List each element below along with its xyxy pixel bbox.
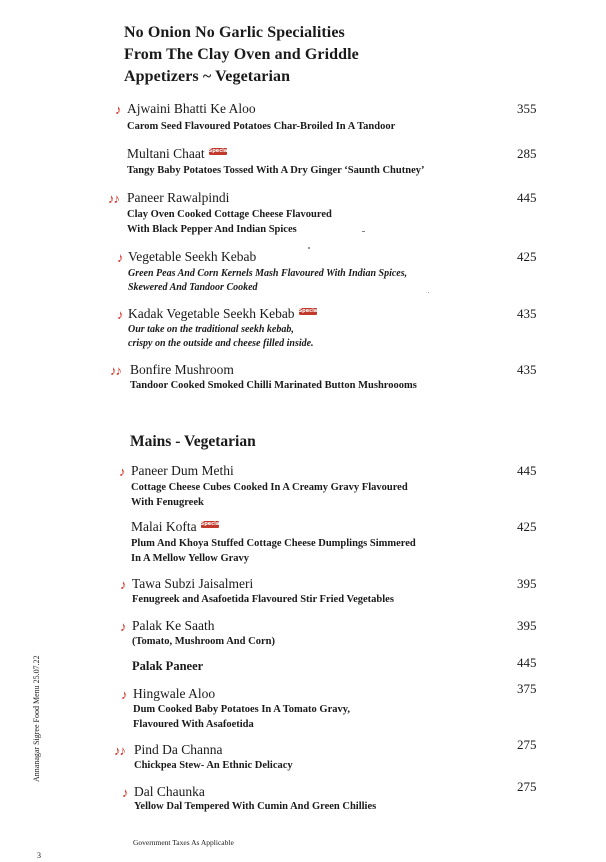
chili-icon: ♪♪ — [110, 363, 121, 378]
special-badge-icon: Special — [200, 521, 221, 527]
item-price: 285 — [517, 146, 537, 161]
item-name: Hingwale Aloo — [133, 686, 216, 701]
item-name: Pind Da Channa — [134, 742, 223, 757]
chili-icon: ♪ — [119, 464, 125, 479]
item-price: 395 — [517, 576, 537, 591]
item-description — [130, 378, 417, 393]
item-price: 445 — [517, 655, 537, 670]
description-line: With Fenugreek — [131, 497, 204, 508]
item-price: 435 — [517, 362, 537, 377]
item-description — [131, 536, 416, 566]
description-line: Tandoor Cooked Smoked Chilli Marinated Button Mushroooms — [130, 380, 417, 391]
item-name: Bonfire Mushroom — [130, 362, 234, 377]
item-name: Malai Kofta — [131, 519, 197, 534]
chili-icon: ♪♪ — [114, 743, 125, 758]
chili-icon: ♪ — [121, 687, 127, 702]
chili-icon: ♪ — [117, 307, 123, 322]
taxes-footnote: Government Taxes As Applicable — [133, 838, 234, 847]
description-line: In A Mellow Yellow Gravy — [131, 553, 250, 564]
description-line: Cottage Cheese Cubes Cooked In A Creamy Gravy Flavoured — [131, 482, 408, 493]
item-name-wrap — [127, 146, 227, 162]
chili-icon: ♪♪ — [108, 191, 119, 206]
scan-speck — [308, 247, 310, 249]
chili-icon: ♪ — [117, 250, 123, 265]
description-line: Clay Oven Cooked Cottage Cheese Flavoured — [127, 209, 332, 220]
item-price: 355 — [517, 101, 537, 116]
item-description — [132, 634, 275, 649]
item-description — [134, 758, 293, 773]
item-name: Palak Paneer — [132, 659, 204, 673]
description-line: Chickpea Stew- An Ethnic Delicacy — [134, 760, 293, 771]
item-price: 445 — [517, 463, 537, 478]
description-line: Tangy Baby Potatoes Tossed With A Dry Ginger ‘Saunth Chutney’ — [127, 165, 425, 176]
menu-header — [124, 22, 359, 88]
description-line: Dum Cooked Baby Potatoes In A Tomato Gravy, — [133, 704, 351, 715]
description-line: Our take on the traditional seekh kebab, — [128, 324, 294, 335]
item-price: 445 — [517, 190, 537, 205]
description-line: Flavoured With Asafoetida — [133, 719, 254, 730]
item-name: Vegetable Seekh Kebab — [128, 249, 257, 264]
chili-icon: ♪ — [115, 102, 121, 117]
chili-icon: ♪ — [120, 577, 126, 592]
item-name: Multani Chaat — [127, 146, 205, 161]
item-name: Paneer Rawalpindi — [127, 190, 230, 205]
description-line: Plum And Khoya Stuffed Cottage Cheese Dumplings Simmered — [131, 538, 416, 549]
item-description — [127, 163, 424, 178]
chili-icon: ♪ — [122, 785, 128, 800]
description-line: crispy on the outside and cheese filled inside. — [128, 338, 314, 349]
description-line: Skewered And Tandoor Cooked — [128, 282, 258, 293]
page-number: 3 — [37, 851, 41, 860]
description-line: Yellow Dal Tempered With Cumin And Green Chillies — [134, 801, 377, 812]
item-description — [132, 592, 394, 607]
description-line: (Tomato, Mushroom And Corn) — [132, 636, 275, 647]
item-price: 375 — [517, 681, 537, 696]
description-line: Carom Seed Flavoured Potatoes Char-Broiled In A Tandoor — [127, 121, 396, 132]
item-description — [127, 119, 395, 134]
item-name-wrap — [128, 306, 317, 322]
special-badge-icon: Special — [208, 148, 229, 154]
description-line: Green Peas And Corn Kernels Mash Flavoured With Indian Spices, — [128, 268, 408, 279]
item-price: 425 — [517, 519, 537, 534]
description-line: With Black Pepper And Indian Spices — [127, 224, 297, 235]
menu-version-note: Annanagar Sigree Food Menu 25.07.22 — [32, 655, 41, 782]
item-description — [134, 799, 376, 814]
item-name: Dal Chaunka — [134, 784, 205, 799]
item-description — [127, 207, 332, 237]
header-line-3: Appetizers ~ Vegetarian — [124, 68, 291, 85]
header-line-1: No Onion No Garlic Specialities — [124, 24, 345, 41]
item-description — [128, 323, 314, 351]
description-line: Fenugreek and Asafoetida Flavoured Stir Fried Vegetables — [132, 594, 394, 605]
special-badge-icon: Special — [298, 308, 319, 314]
item-name: Palak Ke Saath — [132, 618, 215, 633]
item-name: Tawa Subzi Jaisalmeri — [132, 576, 254, 591]
mains-section-title: Mains - Vegetarian — [130, 433, 256, 450]
item-name: Kadak Vegetable Seekh Kebab — [128, 306, 295, 321]
item-name: Ajwaini Bhatti Ke Aloo — [127, 101, 256, 116]
item-name-wrap — [131, 519, 219, 535]
item-price: 395 — [517, 618, 537, 633]
chili-icon: ♪ — [120, 619, 126, 634]
item-description — [133, 702, 350, 732]
item-price: 435 — [517, 306, 537, 321]
header-line-2: From The Clay Oven and Griddle — [124, 46, 359, 63]
scan-speck — [428, 292, 429, 293]
item-description — [128, 267, 407, 295]
item-description — [131, 480, 408, 510]
item-name: Paneer Dum Methi — [131, 463, 234, 478]
item-price: 275 — [517, 779, 537, 794]
item-price: 275 — [517, 737, 537, 752]
scan-speck — [362, 231, 365, 232]
item-price: 425 — [517, 249, 537, 264]
